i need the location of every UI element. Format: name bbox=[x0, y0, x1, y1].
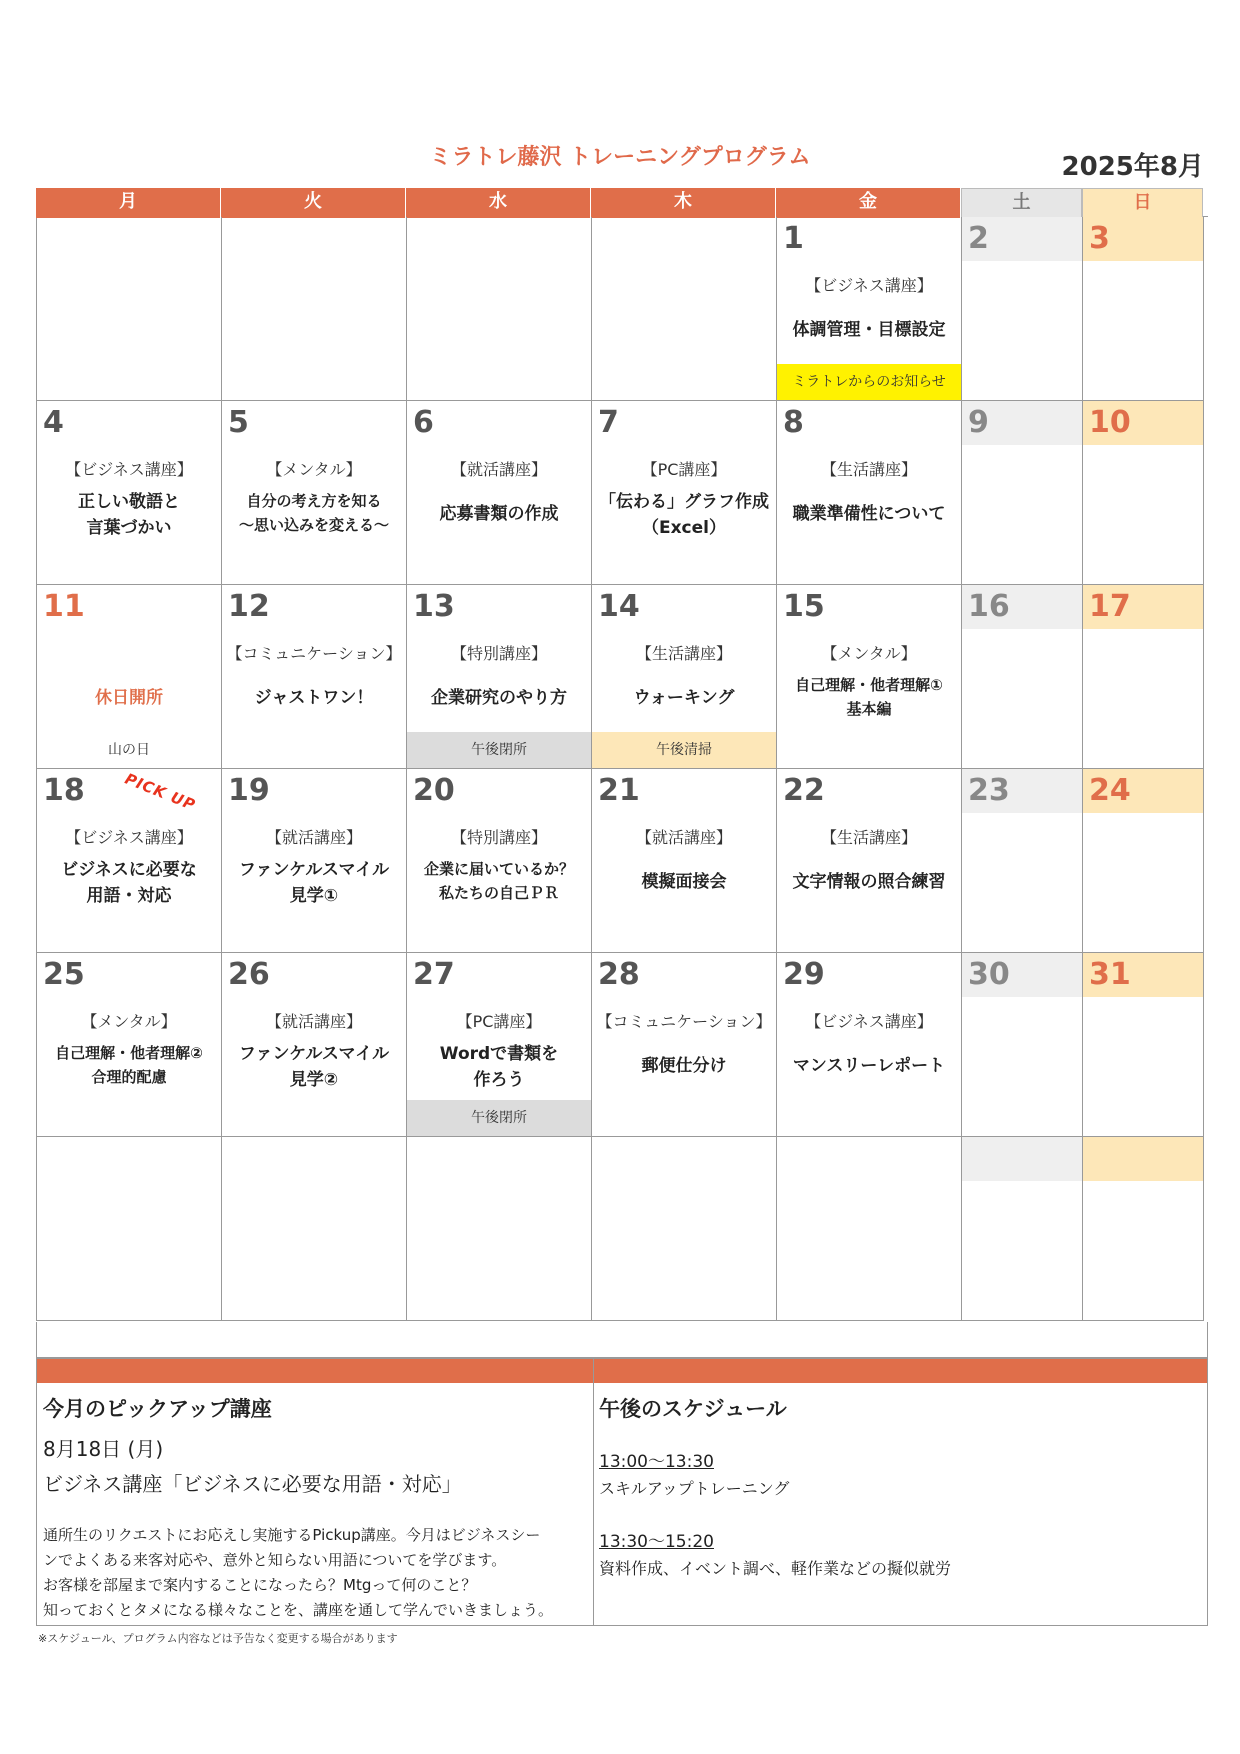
program-title: ミラトレ藤沢 トレーニングプログラム bbox=[429, 145, 811, 170]
weekday-fri: 金 bbox=[776, 188, 961, 218]
day-number: 19 bbox=[228, 773, 270, 808]
day-number: 18 bbox=[43, 773, 85, 808]
course-category: 【メンタル】 bbox=[81, 1012, 177, 1031]
month-label: 2025年8月 bbox=[1061, 152, 1204, 182]
day-cell-empty bbox=[407, 1137, 592, 1321]
course-title: ファンケルスマイル 見学① bbox=[238, 860, 390, 906]
holiday-name: 山の日 bbox=[108, 742, 150, 758]
day-number: 20 bbox=[413, 773, 455, 808]
calendar-spacer-row bbox=[36, 1322, 1208, 1358]
course-category: 【メンタル】 bbox=[266, 460, 362, 479]
course-title: 文字情報の照合練習 bbox=[792, 872, 946, 892]
course-category: 【ビジネス講座】 bbox=[65, 828, 193, 847]
day-cell-empty bbox=[37, 1137, 222, 1321]
course-category: 【特別講座】 bbox=[450, 644, 547, 663]
day-cell-30 bbox=[962, 953, 1083, 1137]
day-cell-1 bbox=[777, 217, 962, 401]
pickup-badge: PICK UP bbox=[122, 769, 199, 815]
day-cell-empty bbox=[222, 217, 407, 401]
course-category: 【就活講座】 bbox=[635, 828, 732, 847]
day-cell-empty bbox=[777, 1137, 962, 1321]
day-number: 28 bbox=[598, 957, 640, 992]
day-cell-11 bbox=[37, 585, 222, 769]
holiday-open-label: 休日開所 bbox=[95, 688, 163, 708]
schedule-desc-2: 資料作成、イベント調べ、軽作業などの擬似就労 bbox=[599, 1559, 952, 1578]
day-number: 22 bbox=[783, 773, 825, 808]
course-title: マンスリーレポート bbox=[792, 1056, 946, 1076]
course-title: 自分の考え方を知る ～思い込みを変える～ bbox=[238, 492, 389, 534]
day-number: 9 bbox=[968, 405, 989, 440]
day-cell-22 bbox=[777, 769, 962, 953]
info-panel bbox=[36, 1358, 1208, 1626]
course-title: 企業研究のやり方 bbox=[431, 688, 567, 708]
day-number: 26 bbox=[228, 957, 270, 992]
day-cell-empty bbox=[592, 217, 777, 401]
course-category: 【生活講座】 bbox=[635, 644, 732, 663]
day-cell-23 bbox=[962, 769, 1083, 953]
day-cell-16 bbox=[962, 585, 1083, 769]
day-cell-24 bbox=[1083, 769, 1204, 953]
day-cell-6 bbox=[407, 401, 592, 585]
weekday-thu: 木 bbox=[591, 188, 776, 218]
course-category: 【コミュニケーション】 bbox=[226, 644, 402, 663]
day-number: 14 bbox=[598, 589, 640, 624]
schedule-time-2: 13:30～15:20 bbox=[599, 1532, 714, 1552]
day-number: 11 bbox=[43, 589, 85, 624]
day-cell-8 bbox=[777, 401, 962, 585]
course-title: 郵便仕分け bbox=[641, 1056, 727, 1076]
weekday-header bbox=[36, 188, 1208, 216]
day-cell-17 bbox=[1083, 585, 1204, 769]
day-cell-25 bbox=[37, 953, 222, 1137]
day-cell-28 bbox=[592, 953, 777, 1137]
course-category: 【生活講座】 bbox=[820, 460, 917, 479]
day-cell-empty bbox=[407, 217, 592, 401]
day-cell-4 bbox=[37, 401, 222, 585]
day-cell-14 bbox=[592, 585, 777, 769]
day-number: 21 bbox=[598, 773, 640, 808]
weekday-mon: 月 bbox=[36, 188, 221, 218]
day-number: 13 bbox=[413, 589, 455, 624]
course-title: ファンケルスマイル 見学② bbox=[238, 1044, 390, 1090]
disclaimer-note: ※スケジュール、プログラム内容などは予告なく変更する場合があります bbox=[38, 1632, 398, 1645]
day-cell-13 bbox=[407, 585, 592, 769]
day-cell-19 bbox=[222, 769, 407, 953]
course-title: 応募書類の作成 bbox=[439, 504, 559, 524]
afternoon-schedule bbox=[599, 1387, 1189, 1579]
info-header-bar bbox=[37, 1359, 1207, 1383]
course-title: ビジネスに必要な 用語・対応 bbox=[61, 860, 197, 906]
day-cell-empty bbox=[962, 1137, 1083, 1321]
day-cell-7 bbox=[592, 401, 777, 585]
course-title: 正しい敬語と 言葉づかい bbox=[78, 492, 180, 538]
day-cell-20 bbox=[407, 769, 592, 953]
course-title: ジャストワン！ bbox=[254, 688, 374, 708]
course-title: 自己理解・他者理解① 基本編 bbox=[795, 676, 943, 718]
closed-label: 午後閉所 bbox=[407, 732, 591, 768]
course-category: 【コミュニケーション】 bbox=[596, 1012, 772, 1031]
day-cell-empty bbox=[1083, 1137, 1204, 1321]
course-title: 企業に届いているか？ 私たちの自己ＰＲ bbox=[423, 860, 574, 902]
day-number: 5 bbox=[228, 405, 249, 440]
day-cell-empty bbox=[37, 217, 222, 401]
course-category: 【PC講座】 bbox=[641, 460, 727, 479]
day-number: 15 bbox=[783, 589, 825, 624]
day-number: 12 bbox=[228, 589, 270, 624]
course-category: 【ビジネス講座】 bbox=[65, 460, 193, 479]
day-cell-2 bbox=[962, 217, 1083, 401]
day-cell-27 bbox=[407, 953, 592, 1137]
day-cell-31 bbox=[1083, 953, 1204, 1137]
day-number: 24 bbox=[1089, 773, 1131, 808]
course-category: 【ビジネス講座】 bbox=[805, 1012, 933, 1031]
day-cell-18 bbox=[37, 769, 222, 953]
cleaning-label: 午後清掃 bbox=[592, 732, 776, 768]
day-number: 7 bbox=[598, 405, 619, 440]
course-category: 【就活講座】 bbox=[450, 460, 547, 479]
calendar-grid bbox=[36, 216, 1208, 1321]
course-title: 「伝わる」グラフ作成 （Excel） bbox=[599, 492, 769, 538]
day-cell-15 bbox=[777, 585, 962, 769]
day-number: 2 bbox=[968, 221, 989, 256]
day-cell-26 bbox=[222, 953, 407, 1137]
course-category: 【メンタル】 bbox=[821, 644, 917, 663]
day-cell-empty bbox=[592, 1137, 777, 1321]
day-cell-5 bbox=[222, 401, 407, 585]
pickup-heading: 今月のピックアップ講座 bbox=[43, 1397, 272, 1421]
weekday-sat: 土 bbox=[961, 188, 1082, 218]
pickup-course: ビジネス講座「ビジネスに必要な用語・対応」 bbox=[43, 1472, 462, 1496]
day-number: 6 bbox=[413, 405, 434, 440]
schedule-desc-1: スキルアップトレーニング bbox=[599, 1479, 790, 1498]
course-category: 【就活講座】 bbox=[265, 828, 362, 847]
day-number: 29 bbox=[783, 957, 825, 992]
schedule-time-1: 13:00～13:30 bbox=[599, 1452, 714, 1472]
course-title: ウォーキング bbox=[633, 688, 735, 708]
day-number: 27 bbox=[413, 957, 455, 992]
pickup-section bbox=[43, 1387, 583, 1623]
calendar bbox=[36, 188, 1208, 1321]
pickup-date: 8月18日 (月) bbox=[43, 1437, 164, 1461]
day-number: 10 bbox=[1089, 405, 1131, 440]
course-category: 【PC講座】 bbox=[456, 1012, 542, 1031]
day-cell-empty bbox=[222, 1137, 407, 1321]
day-cell-10 bbox=[1083, 401, 1204, 585]
day-number: 17 bbox=[1089, 589, 1131, 624]
day-cell-12 bbox=[222, 585, 407, 769]
course-title: Wordで書類を 作ろう bbox=[439, 1044, 559, 1090]
weekday-tue: 火 bbox=[221, 188, 406, 218]
course-category: 【ビジネス講座】 bbox=[805, 276, 933, 295]
day-number: 16 bbox=[968, 589, 1010, 624]
course-title: 自己理解・他者理解② 合理的配慮 bbox=[55, 1044, 203, 1086]
course-title: 職業準備性について bbox=[792, 504, 946, 524]
day-cell-9 bbox=[962, 401, 1083, 585]
day-number: 1 bbox=[783, 221, 804, 256]
day-cell-3 bbox=[1083, 217, 1204, 401]
day-number: 4 bbox=[43, 405, 64, 440]
course-category: 【特別講座】 bbox=[450, 828, 547, 847]
weekday-wed: 水 bbox=[406, 188, 591, 218]
day-cell-29 bbox=[777, 953, 962, 1137]
course-category: 【生活講座】 bbox=[820, 828, 917, 847]
pickup-description: 通所生のリクエストにお応えし実施するPickup講座。今月はビジネスシー ンでよくある来客対応や、意外と知らない用語についてを学びます。 お客様を部屋まで案内することになったら？Mtgって何のこと？ 知っておくとタメになる様々なことを、講座を通して学んでいきましょう。 bbox=[43, 1526, 554, 1619]
weekday-sun: 日 bbox=[1082, 188, 1203, 218]
day-number: 25 bbox=[43, 957, 85, 992]
notice-label: ミラトレからのお知らせ bbox=[777, 364, 961, 400]
closed-label: 午後閉所 bbox=[407, 1100, 591, 1136]
day-cell-21 bbox=[592, 769, 777, 953]
course-title: 体調管理・目標設定 bbox=[792, 320, 946, 340]
course-title: 模擬面接会 bbox=[641, 872, 727, 892]
course-category: 【就活講座】 bbox=[265, 1012, 362, 1031]
day-number: 30 bbox=[968, 957, 1010, 992]
schedule-heading: 午後のスケジュール bbox=[599, 1397, 787, 1421]
day-number: 31 bbox=[1089, 957, 1131, 992]
day-number: 3 bbox=[1089, 221, 1110, 256]
day-number: 8 bbox=[783, 405, 804, 440]
day-number: 23 bbox=[968, 773, 1010, 808]
